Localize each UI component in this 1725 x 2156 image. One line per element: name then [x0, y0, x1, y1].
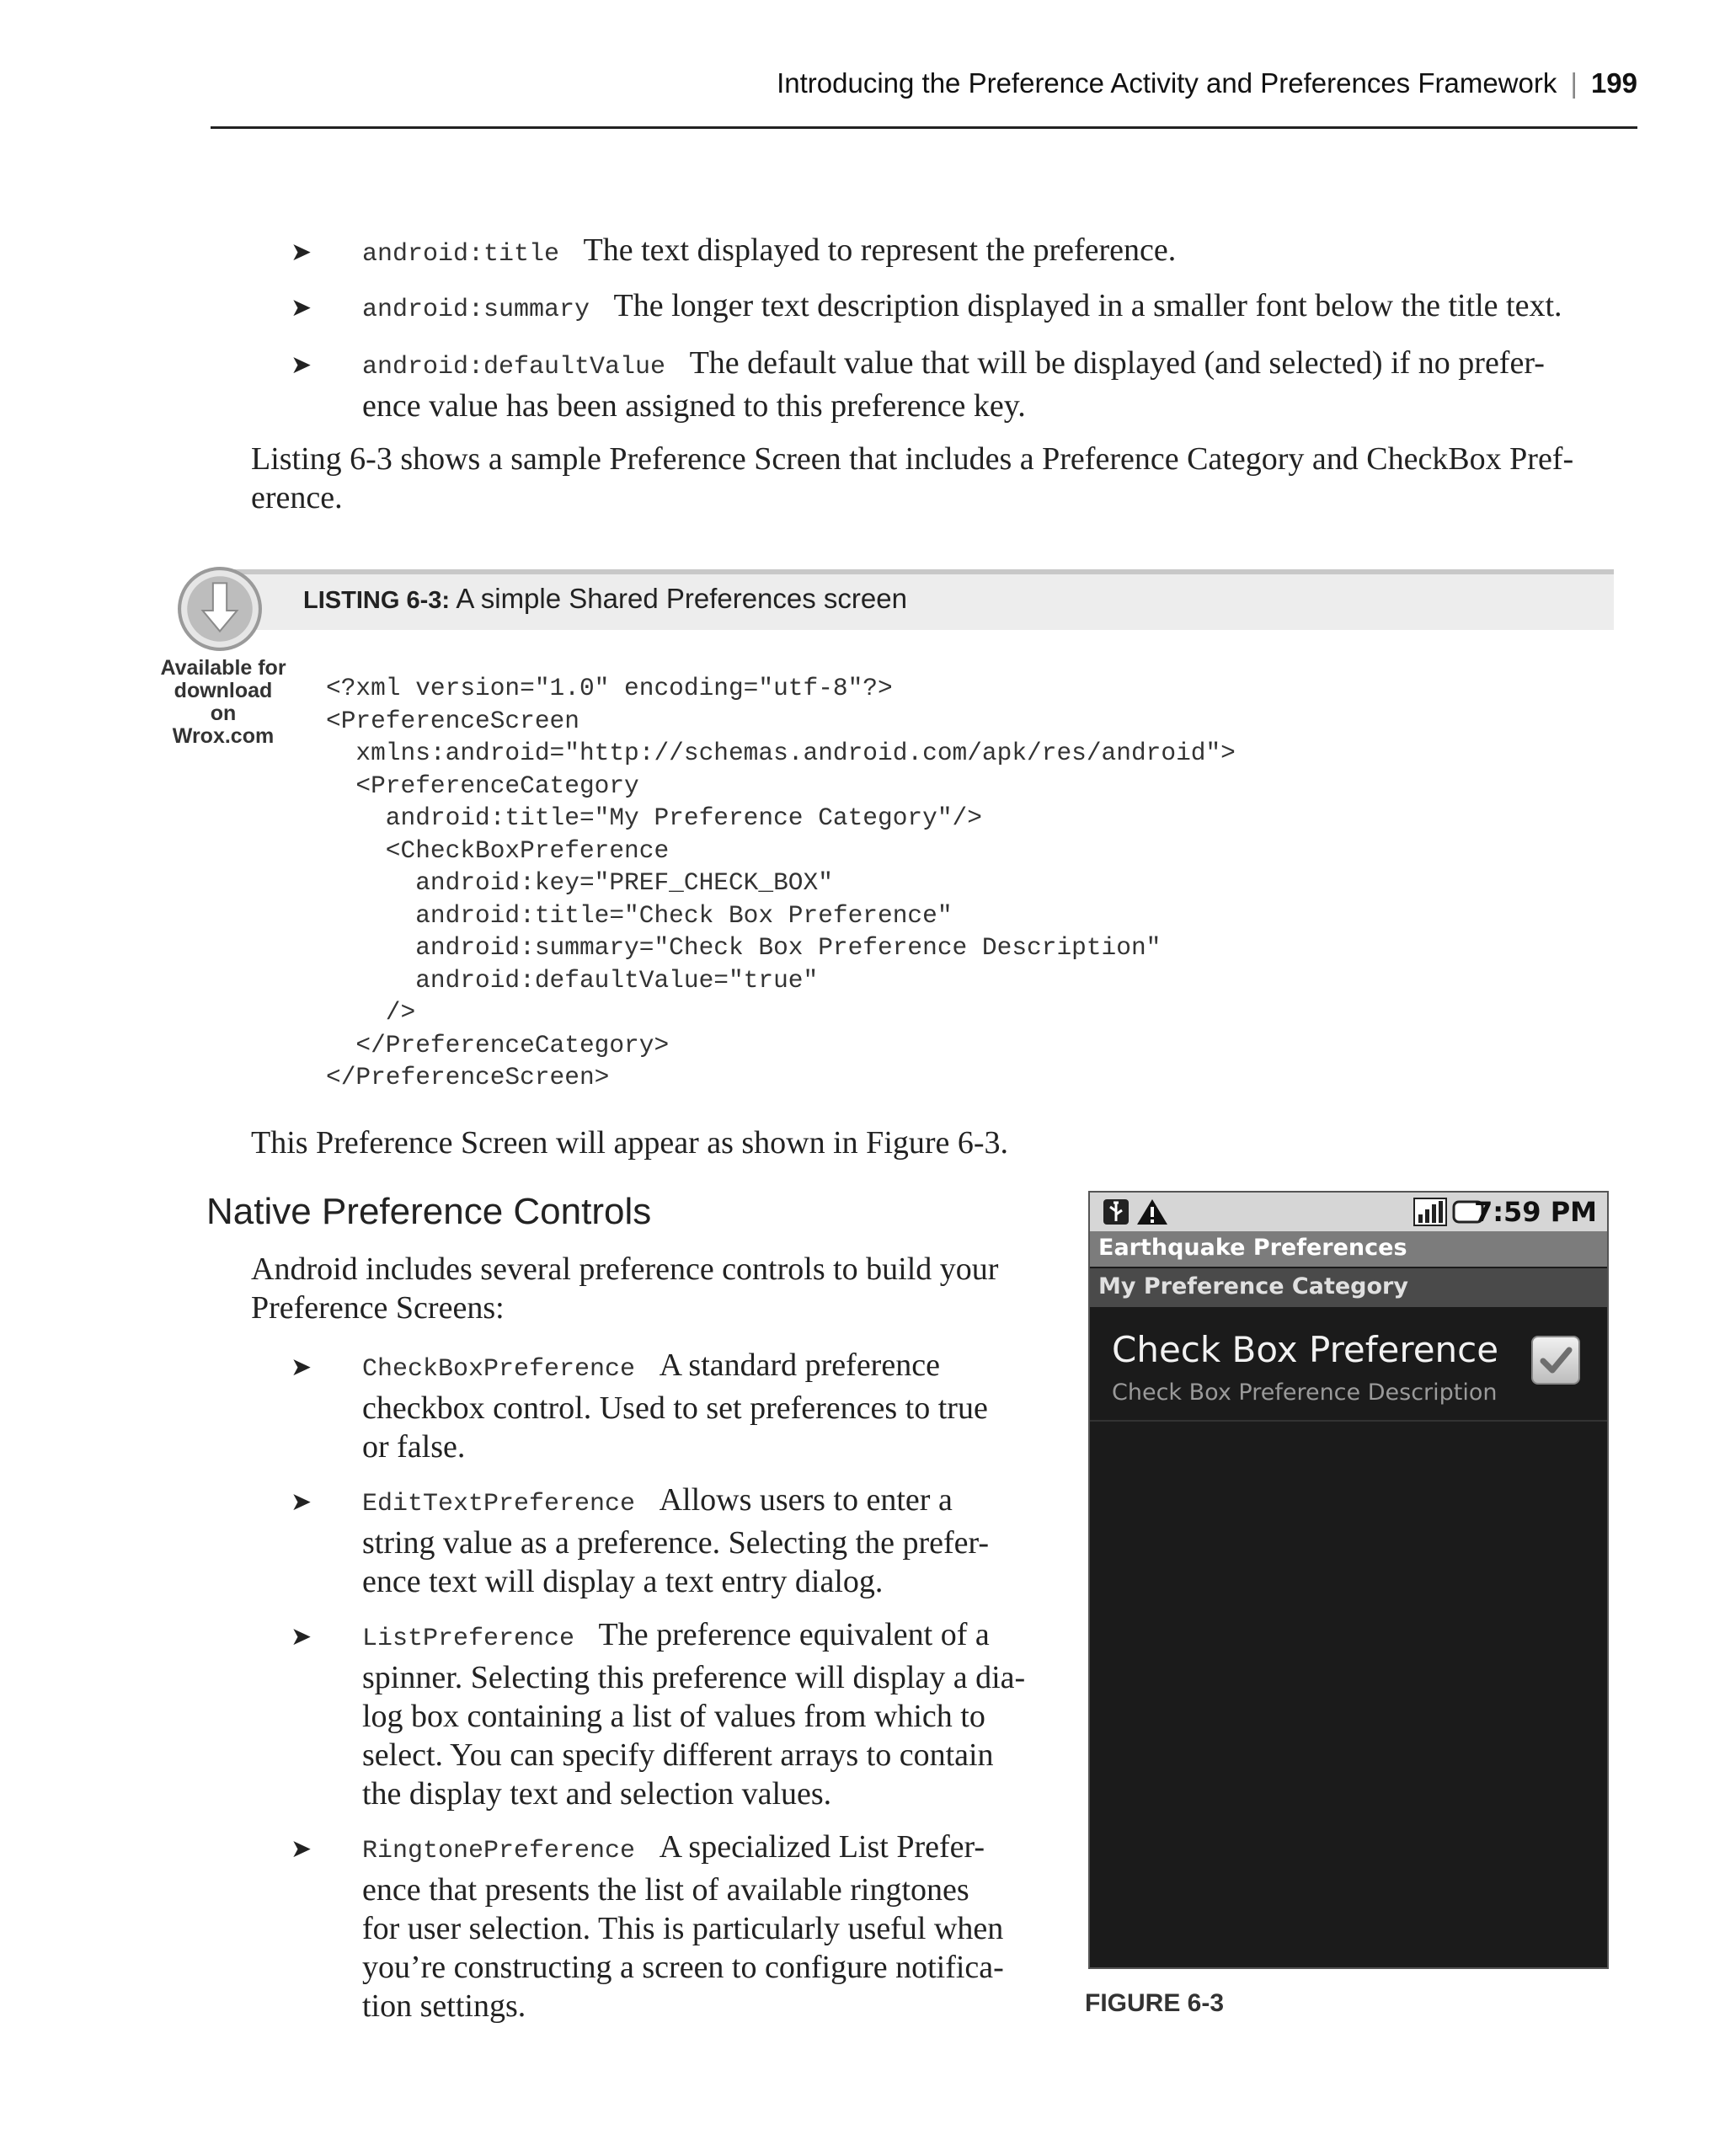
attribute-code: android:title: [362, 240, 560, 269]
preference-summary: Check Box Preference Description: [1112, 1380, 1498, 1406]
bullet-arrow-icon: ➤: [291, 293, 312, 323]
figure-caption: FIGURE 6-3: [1085, 1989, 1225, 2017]
control-code: RingtonePreference: [362, 1837, 636, 1865]
bullet-arrow-icon: ➤: [291, 1834, 312, 1864]
attribute-description-cont: ence value has been assigned to this preference key.: [362, 388, 1026, 424]
attribute-code: android:defaultValue: [362, 353, 666, 382]
list-divider: [1090, 1420, 1607, 1422]
listing-caption: A simple Shared Preferences screen: [456, 583, 907, 614]
attribute-description: The default value that will be displayed (and selected) if no prefer-: [689, 345, 1545, 381]
phone-screenshot: [1088, 1191, 1609, 1969]
figure-reference-paragraph: This Preference Screen will appear as shown in Figure 6-3.: [251, 1125, 1009, 1161]
list-item: [362, 344, 1609, 425]
bullet-arrow-icon: ➤: [291, 350, 312, 380]
status-bar: [1090, 1193, 1607, 1231]
listing-label: LISTING 6-3:: [303, 587, 451, 614]
preference-category-label: My Preference Category: [1098, 1273, 1408, 1299]
attribute-description: The text displayed to represent the preference.: [583, 232, 1177, 268]
section-heading: Native Preference Controls: [206, 1191, 652, 1232]
intro-paragraph: [251, 440, 1632, 517]
attribute-code: android:summary: [362, 296, 590, 324]
clock: 7:59 PM: [1473, 1196, 1597, 1228]
listing-title: [303, 583, 907, 615]
page-number: 199: [1590, 67, 1637, 99]
bullet-arrow-icon: ➤: [291, 1353, 312, 1382]
download-note[interactable]: Available for download on Wrox.com: [160, 656, 286, 748]
control-code: EditTextPreference: [362, 1490, 636, 1518]
control-code: CheckBoxPreference: [362, 1355, 636, 1384]
section-intro: Android includes several preference controls to build your Preference Screens:: [251, 1251, 999, 1326]
bullet-arrow-icon: ➤: [291, 237, 312, 267]
usb-icon: [1102, 1198, 1130, 1226]
download-icon[interactable]: [177, 566, 263, 652]
warning-icon: [1135, 1198, 1169, 1226]
control-code: ListPreference: [362, 1625, 575, 1653]
preference-title[interactable]: Check Box Preference: [1112, 1329, 1499, 1370]
attribute-description: The longer text description displayed in a smaller font below the title text.: [613, 288, 1562, 323]
paragraph-line: erence.: [251, 480, 343, 515]
bullet-arrow-icon: ➤: [291, 1487, 312, 1517]
signal-icon: [1413, 1198, 1447, 1226]
app-title: Earthquake Preferences: [1098, 1235, 1407, 1261]
header-rule: [211, 126, 1637, 129]
list-item: RingtonePreference A specialized List Prefer- ence that presents the list of available ringtones for user selection. This is particularly useful when you’re constructing a screen to configure notifica- tion settings.: [362, 1829, 1004, 2024]
checkmark-icon: [1533, 1337, 1578, 1383]
list-item: EditTextPreference Allows users to enter a string value as a preference. Selecting the prefer- ence text will display a text entry dialog.: [362, 1482, 990, 1599]
preference-checkbox[interactable]: [1531, 1336, 1580, 1385]
list-item: ListPreference The preference equivalent of a spinner. Selecting this preference will display a dia- log box containing a list of values from which to select. You can specify different arrays to contain the display text and selection values.: [362, 1617, 1026, 1812]
list-item: [362, 231, 1609, 274]
list-item: [362, 286, 1609, 329]
code-listing: <?xml version="1.0" encoding="utf-8"?> <PreferenceScreen xmlns:android="http://schemas.android.com/apk/res/android"> <PreferenceCategory android:title="My Preference Category"/> <CheckBoxPreference android:key="PREF_CHECK_BOX" android:title="Check Box Preference" android:summary="Check Box Preference Description" android:defaultValue="true" /> </PreferenceCategory> </PreferenceScreen>: [326, 674, 1236, 1091]
running-title: Introducing the Preference Activity and Preferences Framework: [777, 67, 1557, 99]
bullet-arrow-icon: ➤: [291, 1622, 312, 1652]
list-item: CheckBoxPreference A standard preference checkbox control. Used to set preferences to true or false.: [362, 1348, 988, 1465]
paragraph-line: Listing 6-3 shows a sample Preference Screen that includes a Preference Category and CheckBox Pref-: [251, 441, 1574, 477]
running-header: [777, 67, 1637, 99]
header-separator: |: [1570, 67, 1578, 99]
